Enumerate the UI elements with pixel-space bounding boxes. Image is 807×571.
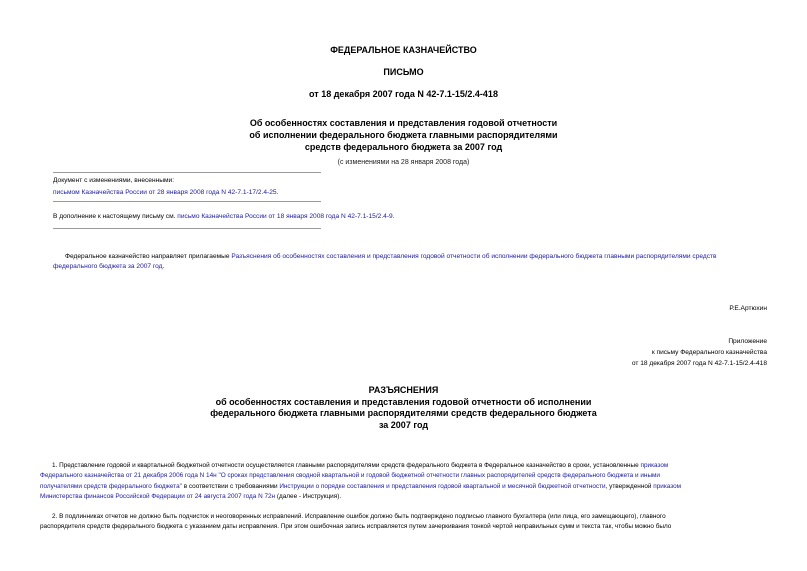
annex-block: [632, 336, 767, 369]
paragraph-1: [40, 461, 767, 503]
issuer-name: ФЕДЕРАЛЬНОЕ КАЗНАЧЕЙСТВО: [330, 45, 477, 55]
addition-prefix: В дополнение к настоящему письму см.: [53, 213, 178, 220]
annex-line: от 18 декабря 2007 года N 42-7.1-15/2.4-418: [631, 360, 767, 367]
annex-line: Приложение: [728, 338, 767, 345]
document-title: [0, 117, 807, 153]
changes-note: (с изменениями на 28 января 2008 года): [337, 159, 470, 166]
explanations-line: об особенностях составления и представления годовой отчетности об исполнении: [215, 396, 592, 407]
signature: Р.Е.Артюхин: [729, 305, 767, 312]
para1-text: (далее - Инструкция).: [275, 493, 342, 501]
order-link[interactable]: приказом: [640, 462, 669, 469]
explanations-link-cont[interactable]: федерального бюджета за 2007 год: [53, 263, 163, 271]
minfin-order-link[interactable]: приказом: [653, 482, 682, 490]
explanations-line: федерального бюджета главными распорядителями средств федерального бюджета: [210, 408, 597, 418]
amendments-label: Документ с изменениями, внесенными:: [53, 177, 175, 184]
order-link-end[interactable]: получателями средств федерального бюджета": [40, 482, 182, 490]
explanations-heading: [0, 385, 807, 431]
document-date: от 18 декабря 2007 года N 42-7.1-15/2.4-418: [309, 89, 498, 99]
title-line: об исполнении федерального бюджета главными распорядителями: [249, 130, 558, 140]
para1-line: [40, 461, 767, 471]
divider: [53, 228, 321, 229]
intro-suffix: .: [162, 263, 165, 271]
para2-line: 2. В подлинниках отчетов не должно быть подчисток и неоговоренных исправлений. Исправление ошибок должно быть подтверждено подписью главного бухгалтера (или лица, его замещающего), главного: [52, 513, 666, 520]
divider: [53, 201, 321, 202]
intro-line: [53, 252, 767, 262]
order-link-cont[interactable]: Федерального казначейства от 21 декабря 2006 года N 14н "О сроках представления сводной квартальной и годовой бюджетной отчетности главных распорядителей средств федерального бюджета и иными: [40, 472, 660, 480]
para2-line: распорядителя средств федерального бюджета с указанием даты исправления. При этом ошибочная запись исправляется путем зачеркивания тонкой чертой неправильных сумм и текста так, чтобы можно было: [40, 523, 672, 531]
paragraph-2: [40, 512, 767, 533]
minfin-order-link-cont[interactable]: Министерства финансов Российской Федерации от 24 августа 2007 года N 72н: [40, 493, 276, 501]
intro-prefix: Федеральное казначейство направляет прилагаемые: [65, 253, 232, 260]
intro-line: [53, 262, 767, 272]
addition-note: [53, 212, 395, 222]
para1-text: , утвержденной: [605, 482, 654, 490]
instruction-link[interactable]: Инструкции о порядке составления и представления годовой квартальной и месячной бюджетной отчетности: [279, 482, 606, 490]
para1-text: 1. Представление годовой и квартальной бюджетной отчетности осуществляется главными распорядителями средств федерального бюджета в Федеральное казначейство в сроки, установленные: [52, 462, 641, 469]
explanations-link[interactable]: Разъяснения об особенностях составления и представления годовой отчетности об исполнении федерального бюджета главными распорядителями средств: [231, 253, 717, 260]
para1-line: [40, 471, 767, 481]
para1-text: в соответствии с требованиями: [181, 482, 280, 490]
amendment-link[interactable]: письмом Казначейства России от 28 января 2008 года N 42-7.1-17/2.4-25.: [53, 189, 279, 196]
explanations-title: РАЗЪЯСНЕНИЯ: [368, 385, 439, 395]
document-type: ПИСЬМО: [383, 67, 424, 77]
explanations-line: за 2007 год: [378, 419, 429, 430]
para1-line: [40, 482, 767, 492]
divider: [53, 172, 321, 173]
title-line: средств федерального бюджета за 2007 год: [304, 142, 503, 152]
intro-paragraph: [53, 252, 767, 273]
para1-line: [40, 492, 767, 502]
title-line: Об особенностях составления и представления годовой отчетности: [249, 118, 558, 128]
addition-link[interactable]: письмо Казначейства России от 18 января 2008 года N 42-7.1-15/2.4-9.: [177, 213, 395, 220]
annex-line: к письму Федерального казначейства: [651, 349, 767, 356]
